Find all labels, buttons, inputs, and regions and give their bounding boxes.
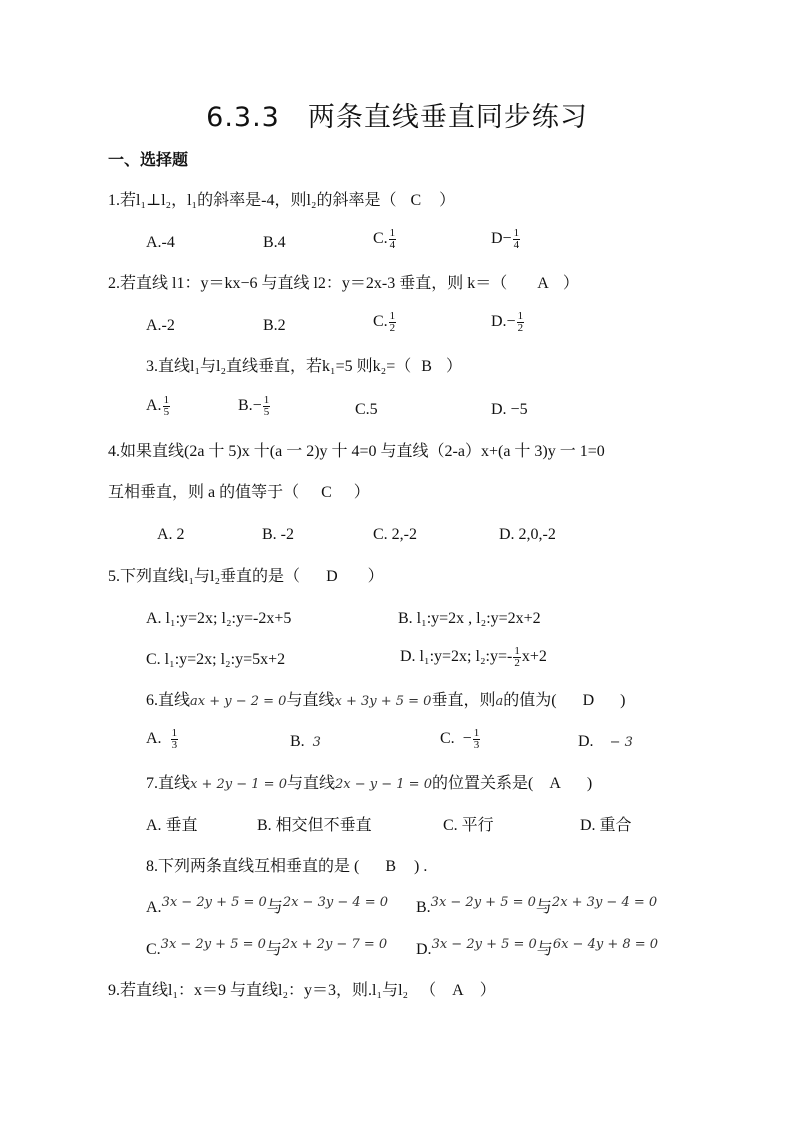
question-3-answer: B bbox=[421, 358, 432, 375]
question-9-answer: A bbox=[452, 982, 464, 999]
question-7-answer: A bbox=[549, 775, 561, 792]
q3-option-c: C.5 bbox=[355, 401, 378, 418]
question-2-stem: 2.若直线 l1：y＝kx−6 与直线 l2：y＝2x-3 垂直，则 k＝（ A ） bbox=[108, 275, 579, 292]
question-7-stem: 7.直线x + 2y − 1 = 0与直线2x − y − 1 = 0的位置关系是( A ) bbox=[146, 775, 593, 792]
question-2-answer: A bbox=[537, 275, 549, 292]
q2-option-b: B.2 bbox=[263, 317, 286, 334]
question-8-answer: B bbox=[385, 858, 397, 875]
question-3-stem: 3.直线l₁与l₂直线垂直，若k₁=5 则k₂=（ B ） bbox=[146, 358, 462, 375]
q5-option-c: C. l₁:y=2x; l₂:y=5x+2 bbox=[146, 651, 286, 668]
question-6-answer: D bbox=[582, 692, 595, 709]
q6-option-c: C. − $\frac{1}{3}$ bbox=[440, 727, 480, 751]
q3-option-b: B.− $\frac{1}{5}$ bbox=[238, 394, 270, 418]
q4-option-a: A. 2 bbox=[157, 526, 185, 543]
q2-option-c: C. $\frac{1}{2}$ bbox=[373, 310, 396, 334]
question-5-stem: 5.下列直线l₁与l₂垂直的是（ D ） bbox=[108, 568, 384, 585]
q8-option-d: D.$^{3x - 2y + 5 = 0}$与$^{6x - 4y + 8 = 0}$ bbox=[416, 937, 659, 958]
question-1-stem: 1.若l₁⊥l₂，l₁的斜率是-4，则l₂的斜率是（ C ） bbox=[108, 192, 456, 209]
question-5-answer: D bbox=[326, 568, 338, 585]
q8-option-b: B.$^{3x - 2y + 5 = 0}$与$^{2x + 3y - 4 = 0}$ bbox=[416, 895, 658, 916]
question-4-stem-line1: 4.如果直线(2a 十 5)x 十(a 一 2)y 十 4=0 与直线（2-a）x+(a 十 3)y 一 1=0 bbox=[108, 443, 605, 460]
q1-option-c: C. $\frac{1}{4}$ bbox=[373, 227, 396, 251]
q5-option-d: D. l₁:y=2x; l₂:y=- $\frac{1}{2}$ x+2 bbox=[400, 645, 547, 669]
q6-option-d: D. − 3 bbox=[578, 733, 633, 750]
question-4-stem-line2: 互相垂直，则 a 的值等于（ C ） bbox=[108, 484, 370, 501]
q7-option-b: B. 相交但不垂直 bbox=[257, 817, 372, 834]
question-8-stem: 8.下列两条直线互相垂直的是 ( B ) . bbox=[146, 858, 428, 875]
q2-option-d: D.− $\frac{1}{2}$ bbox=[491, 310, 524, 334]
q5-option-b: B. l₁:y=2x , l₂:y=2x+2 bbox=[398, 610, 541, 627]
q7-option-d: D. 重合 bbox=[580, 817, 632, 834]
q5-option-a: A. l₁:y=2x; l₂:y=-2x+5 bbox=[146, 610, 292, 627]
q2-option-a: A.-2 bbox=[146, 317, 175, 334]
q1-option-b: B.4 bbox=[263, 234, 286, 251]
question-4-answer: C bbox=[321, 484, 332, 501]
q8-option-a: A.$^{3x - 2y + 5 = 0}$与$^{2x - 3y - 4 = 0}$ bbox=[146, 895, 389, 916]
q6-option-a: A. $\frac{1}{3}$ bbox=[146, 727, 178, 751]
q7-option-a: A. 垂直 bbox=[146, 817, 198, 834]
q1-option-d: D− $\frac{1}{4}$ bbox=[491, 227, 520, 251]
q6-option-b: B. 3 bbox=[290, 733, 321, 750]
q1-option-a: A.-4 bbox=[146, 234, 175, 251]
q4-option-c: C. 2,-2 bbox=[373, 526, 417, 543]
q3-option-a: A. $\frac{1}{5}$ bbox=[146, 394, 170, 418]
question-9-stem: 9.若直线l₁：x＝9 与直线l₂：y＝3，则.l₁与l₂ （ A ） bbox=[108, 982, 496, 999]
section-heading: 一、选择题 bbox=[108, 150, 189, 169]
q7-option-c: C. 平行 bbox=[443, 817, 494, 834]
q4-option-d: D. 2,0,-2 bbox=[499, 526, 556, 543]
page-title: 6.3.3 两条直线垂直同步练习 bbox=[206, 102, 588, 133]
q4-option-b: B. -2 bbox=[262, 526, 294, 543]
q8-option-c: C.$^{3x - 2y + 5 = 0}$与$^{2x + 2y - 7 = 0}$ bbox=[146, 937, 388, 958]
question-1-answer: C bbox=[410, 192, 422, 209]
q3-option-d: D. −5 bbox=[491, 401, 528, 418]
question-6-stem: 6.直线ax + y − 2 = 0与直线x + 3y + 5 = 0垂直，则a的值为( D ) bbox=[146, 692, 626, 709]
